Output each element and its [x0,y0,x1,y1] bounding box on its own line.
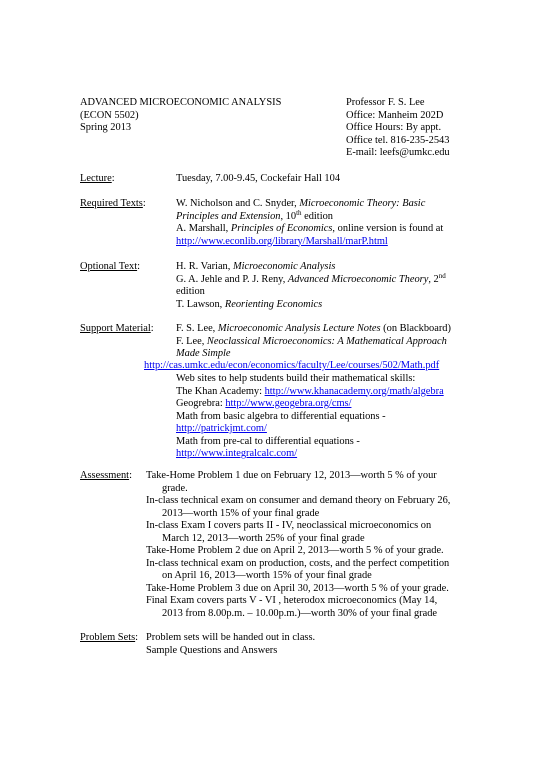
optional-text-3: T. Lawson, Reorienting Economics [176,298,323,310]
lecture-label: Lecture [80,173,112,184]
optional-text-row: Optional Text: [80,261,140,272]
instructor-name: Professor F. S. Lee [346,97,425,108]
optional-text-1: H. R. Varian, Microeconomic Analysis [176,261,336,272]
problem-sets-list: Problem sets will be handed out in class. Sample Questions and Answers [146,632,316,656]
course-title: ADVANCED MICROECONOMIC ANALYSIS [80,97,282,108]
lecture-row: Lecture: [80,173,115,184]
khan-academy-link[interactable]: http://www.khanacademy.org/math/algebra [264,385,444,397]
support-material-row: Support Material: [80,323,154,334]
geogebra-link[interactable]: http://www.geogebra.org/cms/ [225,398,352,409]
assessment-item: In-class technical exam on consumer and demand theory on February 26, 2013—worth 15% of your final grade [146,495,451,519]
required-texts-list: W. Nicholson and C. Snyder, Microeconomic Theory: Basic Principles and Extension, 10th edition A. Marshall, Principles of Economics, online version is found at http://www.econlib.org/library/Marshall/marP.html [176,198,444,247]
required-texts-label: Required Texts [80,198,143,209]
assessment-label: Assessment [80,470,130,481]
support-material-list: F. S. Lee, Microeconomic Analysis Lecture Notes (on Blackboard) F. Lee, Neoclassical Microeconomics: A Mathematical Approach Made Simple [176,323,451,359]
assessment-item: Take-Home Problem 1 due on February 12, 2013—worth 5 % of your grade. [146,470,437,494]
math-pdf-link[interactable]: http://cas.umkc.edu/econ/economics/faculty/Lee/courses/502/Math.pdf [144,360,440,371]
required-text-2: A. Marshall, Principles of Economics, online version is found at [176,223,444,234]
optional-text-label: Optional Text [80,261,138,272]
support-material-label: Support Material [80,323,151,334]
assessment-item: Take-Home Problem 2 due on April 2, 2013—worth 5 % of your grade. [146,545,444,556]
course-header [80,97,281,135]
instructor-email: E-mail: leefs@umkc.edu [346,147,450,158]
instructor-info [346,97,450,160]
integralcalc-link[interactable]: http://www.integralcalc.com/ [176,448,298,459]
marshall-link[interactable]: http://www.econlib.org/library/Marshall/marP.html [176,235,388,247]
assessment-item: In-class Exam I covers parts II - IV, neoclassical microeconomics on March 12, 2013—worth 25% of your final grade [146,520,432,544]
lecture-text: Tuesday, 7.00-9.45, Cockefair Hall 104 [176,173,341,184]
problem-sets-row: Problem Sets: [80,632,139,643]
required-text-1: W. Nicholson and C. Snyder, Microeconomic Theory: Basic [176,198,426,209]
assessment-row: Assessment: [80,470,132,481]
assessment-item: In-class technical exam on production, costs, and the perfect competition on April 16, 2013—worth 15% of your final grade [146,557,450,581]
optional-texts-list: H. R. Varian, Microeconomic Analysis G. A. Jehle and P. J. Reny, Advanced Microeconomic Theory, 2nd edition T. Lawson, Reorienting Economics [176,261,446,310]
optional-text-2: G. A. Jehle and P. J. Reny, Advanced Microeconomic Theory, 2nd [176,271,446,285]
patrickjmt-link[interactable]: http://patrickjmt.com/ [176,423,267,434]
web-resources: Web sites to help students build their mathematical skills: The Khan Academy: http://www.khanacademy.org/math/algebra Geogrebra: http://www.geogebra.org/cms/ Math from basic algebra to differential equations - http://patrickjmt.com/ Math from pre-cal to differential equations - http://www.integralcalc.com/ [176,373,444,459]
support-item-1: F. S. Lee, Microeconomic Analysis Lecture Notes (on Blackboard) [176,323,451,334]
support-item-2: F. Lee, Neoclassical Microeconomics: A Mathematical Approach [176,335,447,347]
problem-sets-label: Problem Sets [80,632,136,643]
instructor-office-hours: Office Hours: By appt. [346,122,442,133]
required-texts-row: Required Texts: [80,198,146,209]
instructor-phone: Office tel. 816-235-2543 [346,134,450,146]
course-code: (ECON 5502) [80,109,139,121]
assessment-item: Final Exam covers parts V - VI , heterodox microeconomics (May 14, 2013 from 8.00p.m. – 10.00p.m.)—worth 30% of your final grade [146,595,438,619]
course-term: Spring 2013 [80,122,132,133]
assessment-item: Take-Home Problem 3 due on April 30, 2013—worth 5 % of your grade. [146,582,449,594]
instructor-office: Office: Manheim 202D [346,109,444,121]
assessment-list [146,470,450,620]
